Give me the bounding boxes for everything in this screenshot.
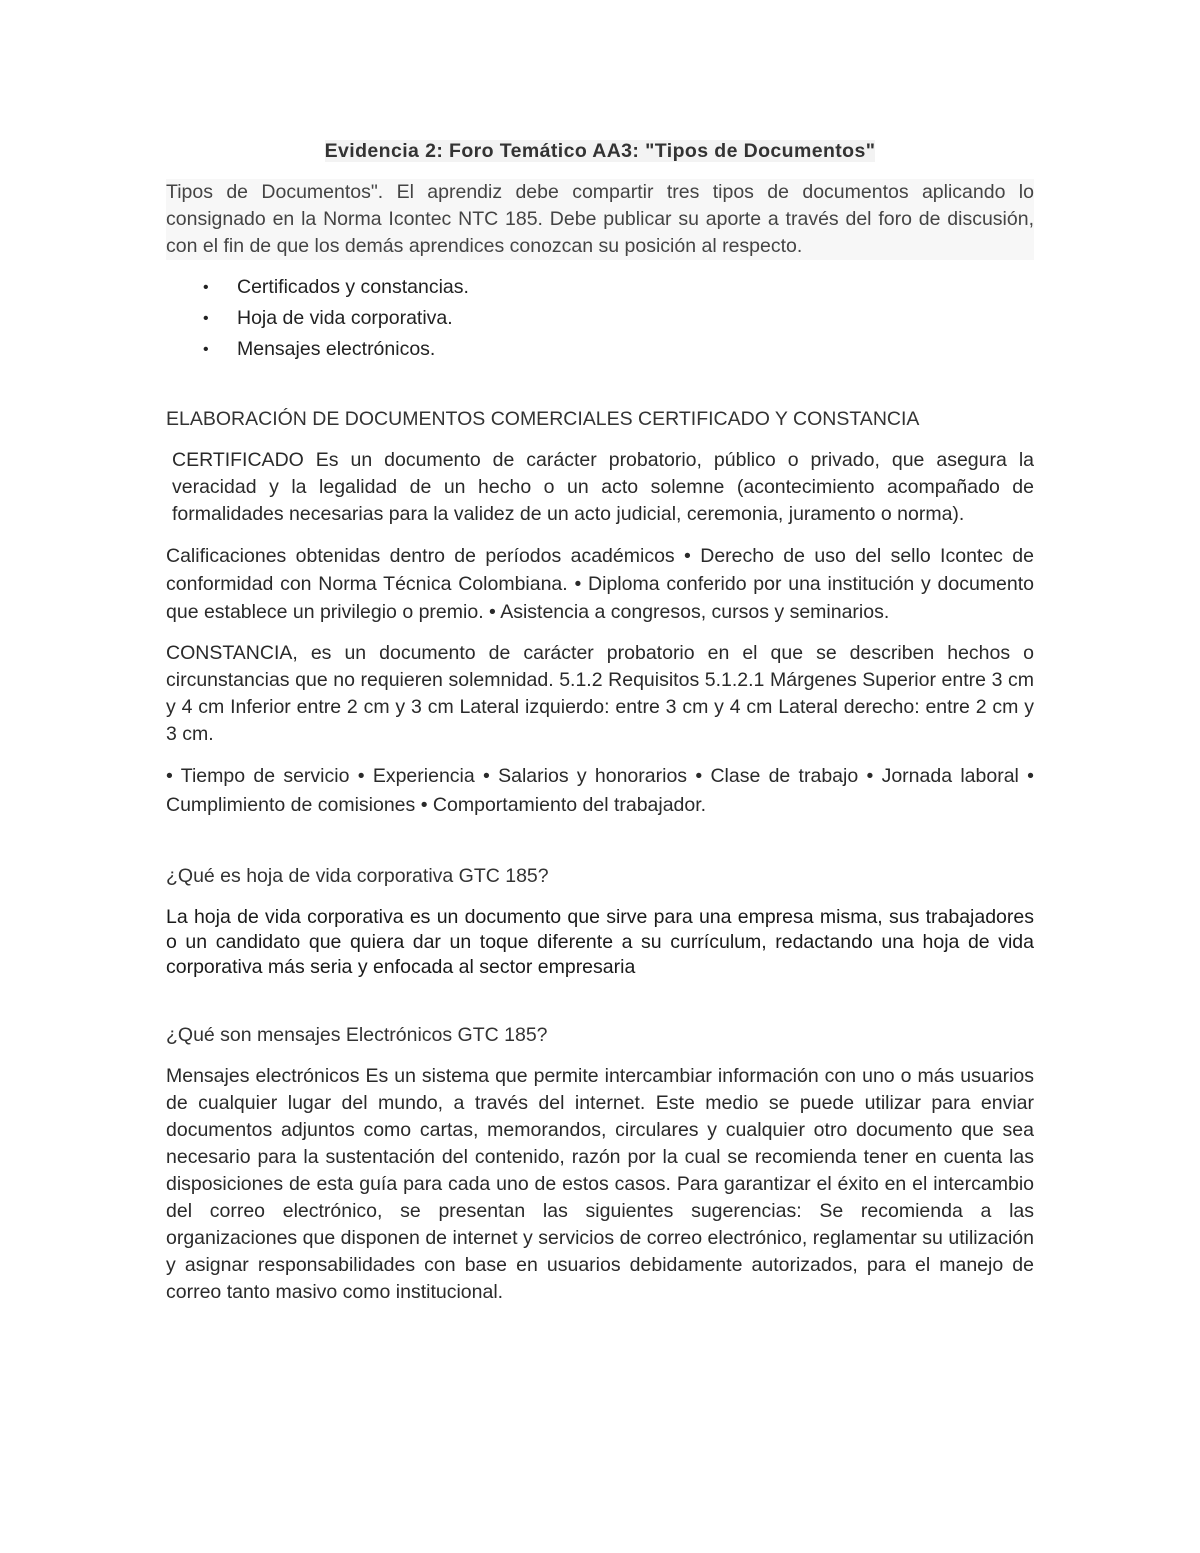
list-item-label: Hoja de vida corporativa. (237, 307, 453, 329)
bullet-icon: • (203, 310, 209, 327)
constancia-paragraph: CONSTANCIA, es un documento de carácter probatorio en el que se describen hechos o circunstancias que no requieren solemnidad. 5.1.2 Requisitos 5.1.2.1 Márgenes Superior entre 3 cm y 4 cm Inferior entre 2 cm y 3 cm Lateral izquierdo: entre 3 cm y 4 cm Lateral derecho: entre 2 cm y 3 cm. (166, 642, 1034, 745)
list-item (166, 303, 1034, 334)
servicio-paragraph: • Tiempo de servicio • Experiencia • Salarios y honorarios • Clase de trabajo • Jornada laboral • Cumplimiento de comisiones • Comportamiento del trabajador. (166, 765, 1034, 816)
list-item-label: Certificados y constancias. (237, 276, 469, 298)
calificaciones-paragraph: Calificaciones obtenidas dentro de períodos académicos • Derecho de uso del sello Icontec de conformidad con Norma Técnica Colombiana. • Diploma conferido por una institución y documento que establece un privilegio o premio. • Asistencia a congresos, cursos y seminarios. (166, 545, 1034, 623)
list-item (166, 334, 1034, 365)
document-page (166, 138, 1034, 1306)
question-mensajes-heading: ¿Qué son mensajes Electrónicos GTC 185? (166, 1024, 548, 1046)
bullet-icon: • (203, 279, 209, 296)
document-title (166, 138, 1034, 165)
hoja-paragraph: La hoja de vida corporativa es un documento que sirve para una empresa misma, sus trabajadores o un candidato que quiera dar un toque diferente a su currículum, redactando una hoja de vida corporativa más seria y enfocada al sector empresaria (166, 906, 1034, 978)
list-item (166, 272, 1034, 303)
certificado-paragraph: CERTIFICADO Es un documento de carácter probatorio, público o privado, que asegura la veracidad y la legalidad de un hecho o un acto solemne (acontecimiento acompañado de formalidades necesarias para la validez de un acto judicial, ceremonia, juramento o norma). (172, 449, 1034, 525)
section-heading: ELABORACIÓN DE DOCUMENTOS COMERCIALES CERTIFICADO Y CONSTANCIA (166, 408, 920, 430)
intro-paragraph: Tipos de Documentos". El aprendiz debe compartir tres tipos de documentos aplicando lo consignado en la Norma Icontec NTC 185. Debe publicar su aporte a través del foro de discusión, con el fin de que los demás aprendices conozcan su posición al respecto. (166, 179, 1034, 260)
list-item-label: Mensajes electrónicos. (237, 338, 436, 360)
bullet-icon: • (203, 341, 209, 358)
document-title-text: Evidencia 2: Foro Temático AA3: "Tipos de Documentos" (324, 140, 876, 162)
question-hoja-heading: ¿Qué es hoja de vida corporativa GTC 185? (166, 865, 549, 887)
document-types-list (166, 272, 1034, 365)
mensajes-paragraph: Mensajes electrónicos Es un sistema que permite intercambiar información con uno o más usuarios de cualquier lugar del mundo, a través del internet. Este medio se puede utilizar para enviar documentos adjuntos como cartas, memorandos, circulares y cualquier otro documento que sea necesario para la sustentación del contenido, razón por la cual se recomienda tener en cuenta las disposiciones de esta guía para cada uno de estos casos. Para garantizar el éxito en el intercambio del correo electrónico, se presentan las siguientes sugerencias: Se recomienda a las organizaciones que disponen de internet y servicios de correo electrónico, reglamentar su utilización y asignar responsabilidades con base en usuarios debidamente autorizados, para el manejo de correo tanto masivo como institucional. (166, 1065, 1034, 1303)
